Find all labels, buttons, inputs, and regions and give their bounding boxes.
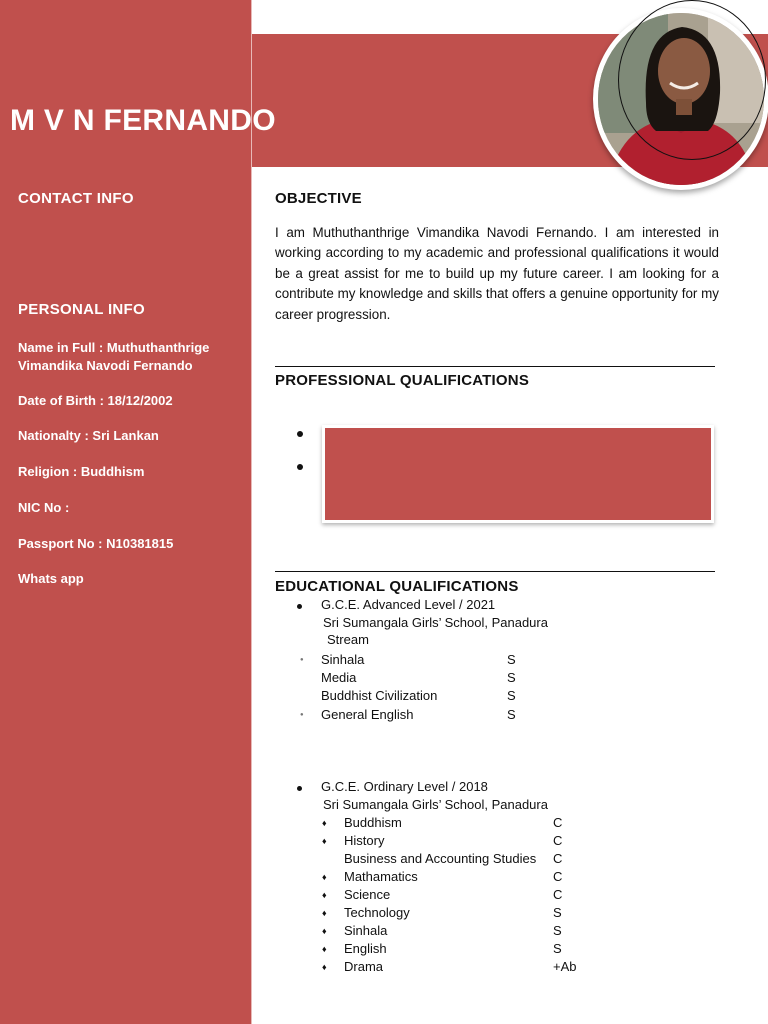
diamond-bullet-icon: ♦	[322, 908, 327, 918]
ol-subject-name: Drama	[344, 959, 384, 974]
ol-subject-name: Buddhism	[344, 815, 402, 830]
ol-school: Sri Sumangala Girls’ School, Panadura	[323, 797, 548, 812]
al-subject-grade: S	[507, 652, 516, 667]
ol-subject-name: Business and Accounting Studies	[344, 851, 537, 866]
al-subject-grade: S	[507, 670, 516, 685]
ol-subject-name: History	[344, 833, 385, 848]
bullet-icon	[297, 786, 302, 791]
contact-info-heading: CONTACT INFO	[18, 190, 134, 207]
field-nationality: Nationalty : Sri Lankan	[18, 428, 159, 443]
objective-text: I am Muthuthanthrige Vimandika Navodi Fernando. I am interested in working according to my academic and professional qualifications it would be a great assist for me to build up my future career. I am looking for a contribute my knowledge and skills that offers a genuine opportunity for my career progression.	[275, 225, 719, 322]
ol-subject-grade: C	[553, 851, 563, 866]
ol-subject-grade: +Ab	[553, 959, 577, 974]
ol-subject-grade: C	[553, 887, 563, 902]
diamond-bullet-icon: ♦	[322, 818, 327, 828]
ol-title: G.C.E. Ordinary Level / 2018	[321, 779, 488, 794]
ol-subject-name: Technology	[344, 905, 410, 920]
al-subject-grade: S	[507, 707, 516, 722]
professional-qualifications-heading: PROFESSIONAL QUALIFICATIONS	[275, 372, 530, 389]
ol-subject-grade: S	[553, 941, 562, 956]
ol-subject-grade: C	[553, 869, 563, 884]
diamond-bullet-icon: ♦	[322, 944, 327, 954]
field-whatsapp: Whats app	[18, 571, 84, 586]
diamond-bullet-icon: ♦	[322, 890, 327, 900]
bullet-icon	[297, 431, 303, 437]
ol-subject-name: English	[344, 941, 387, 956]
divider	[275, 571, 715, 572]
ol-subject-name: Science	[344, 887, 391, 902]
field-nic: NIC No :	[18, 500, 70, 515]
diamond-bullet-icon: ♦	[322, 962, 327, 972]
diamond-bullet-icon: ♦	[322, 872, 327, 882]
candidate-name: M V N FERNANDO	[10, 104, 276, 137]
divider	[275, 366, 715, 367]
bullet-icon	[297, 604, 302, 609]
al-subject-name: General English	[321, 707, 414, 722]
professional-qualifications-fill	[325, 428, 711, 520]
al-subject-name: Sinhala	[321, 652, 365, 667]
field-religion: Religion : Buddhism	[18, 464, 145, 479]
ol-subject-grade: C	[553, 833, 563, 848]
ol-subject-name: Mathamatics	[344, 869, 418, 884]
field-passport: Passport No : N10381815	[18, 536, 174, 551]
al-subject-grade: S	[507, 688, 516, 703]
professional-qualifications-box	[322, 425, 714, 523]
ol-subject-grade: C	[553, 815, 563, 830]
bullet-icon: ●	[300, 657, 304, 663]
al-subject-name: Media	[321, 670, 357, 685]
al-subject-name: Buddhist Civilization	[321, 688, 438, 703]
photo-outline-ring	[618, 0, 766, 160]
field-date-of-birth: Date of Birth : 18/12/2002	[18, 393, 173, 408]
bullet-icon: ●	[300, 712, 304, 718]
objective-heading: OBJECTIVE	[275, 190, 362, 207]
al-stream: Stream	[327, 632, 369, 647]
al-title: G.C.E. Advanced Level / 2021	[321, 597, 496, 612]
ol-subject-grade: S	[553, 923, 562, 938]
ol-subject-grade: S	[553, 905, 562, 920]
educational-qualifications-heading: EDUCATIONAL QUALIFICATIONS	[275, 578, 519, 595]
ol-subject-name: Sinhala	[344, 923, 388, 938]
personal-info-heading: PERSONAL INFO	[18, 301, 145, 318]
bullet-icon	[297, 464, 303, 470]
diamond-bullet-icon: ♦	[322, 836, 327, 846]
diamond-bullet-icon: ♦	[322, 926, 327, 936]
al-school: Sri Sumangala Girls’ School, Panadura	[323, 615, 548, 630]
field-full-name: Name in Full : Muthuthanthrige Vimandika Navodi Fernando	[18, 340, 210, 373]
